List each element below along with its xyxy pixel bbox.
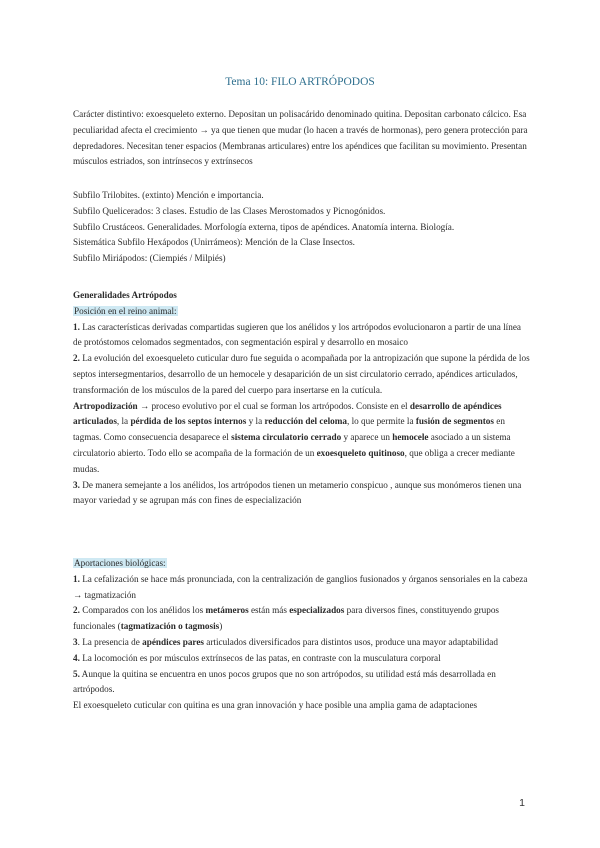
paragraph-text: y la: [246, 416, 265, 427]
paragraph-text: asociado a un sistema circulatorio abierto. Todo ello se acompaña de la formación de un: [73, 432, 511, 458]
paragraph-text: La cefalización se hace más pronunciada, con la centralización de ganglios fusionados y órganos sensoriales en la cabeza → tagmatización: [73, 573, 528, 600]
numbered-paragraph: [73, 603, 531, 635]
paragraph-text: , que obliga a crecer mediante mudas.: [73, 447, 515, 474]
bold-term: sistema circulatorio cerrado: [231, 432, 342, 443]
bold-term: especializados: [289, 605, 345, 616]
aportaciones-section: [73, 556, 531, 714]
highlighted-subheading: Aportaciones biológicas:: [74, 558, 166, 568]
paragraph-text: La evolución del exoesqueleto cuticular duro fue seguida o acompañada por la antropización que supone la pérdida de los septos intersegmentarios, desarrollo de un hemocele y desaparición de un sist circulatorio cerrado, apéndices articulados, transformación de los músculos de la pared del cuerpo para insertarse en la cutícula.: [73, 353, 530, 395]
document-title: Tema 10: FILO ARTRÓPODOS: [225, 76, 375, 88]
item-number: 1.: [73, 321, 80, 332]
subfilo-item: Subfilo Miriápodos: (Ciempiés / Milpiés): [73, 253, 226, 264]
numbered-paragraph: [73, 651, 531, 667]
item-number: 2.: [73, 605, 80, 616]
paragraph-text: y aparece un: [341, 432, 393, 443]
paragraph-text: ): [219, 621, 223, 632]
subfilo-item: Sistemática Subfilo Hexápodos (Unirrámeos): Mención de la Clase Insectos.: [73, 237, 355, 248]
paragraph-text: → proceso evolutivo por el cual se forman los artrópodos. Consiste en el: [137, 400, 410, 411]
paragraph-text: están más: [248, 605, 290, 616]
paragraph-text: . La presencia de: [77, 636, 143, 647]
paragraph-text: Las características derivadas compartidas sugieren que los anélidos y los artrópodos evolucionaron a partir de una línea de protóstomos celomados segmentados, con segmentación espiral y desarrollo en mosaico: [73, 321, 521, 348]
section-subheading: [73, 556, 531, 572]
bold-term: apéndices pares: [142, 636, 204, 647]
item-number: 3.: [73, 479, 80, 490]
section-heading: Generalidades Artrópodos: [73, 290, 177, 300]
item-number: 3: [73, 636, 78, 647]
paragraph-text: La locomoción es por músculos extrínsecos de las patas, en contraste con la musculatura corporal: [79, 652, 441, 663]
intro-paragraph: Carácter distintivo: exoesqueleto externo. Depositan un polisacárido denominado quitina. Depositan carbonato cálcico. Esa peculiaridad afecta el crecimiento → ya que tienen que mudar (lo hacen a través de hormonas), pero genera protección para depredadores. Necesitan tener espacios (Membranas articulares) entre los apéndices que facilitan su movimiento. Presentan músculos estriados, son intrínsecos y extrínsecos: [73, 109, 528, 167]
bold-term: exoesqueleto quitinoso: [316, 447, 405, 458]
bold-term: hemocele: [392, 432, 429, 443]
numbered-paragraph: [73, 351, 531, 398]
section-subheading: [73, 304, 531, 320]
numbered-paragraph: [73, 635, 531, 651]
bold-term: desarrollo de apéndices articulados: [73, 400, 502, 427]
item-number: 5.: [73, 668, 80, 679]
intro-section: [73, 107, 531, 170]
item-number: 2.: [73, 353, 80, 364]
highlighted-subheading: Posición en el reino animal:: [74, 305, 177, 316]
paragraph-text: en tagmas. Como consecuencia desaparece el: [73, 416, 505, 443]
numbered-paragraph: [73, 478, 531, 510]
bold-term: metámeros: [205, 605, 249, 616]
item-number: 4.: [73, 652, 80, 663]
bold-term: Artropodización: [73, 400, 138, 411]
subfilo-list: [73, 188, 531, 267]
numbered-paragraph: [73, 667, 531, 699]
paragraph-text: articulados diversificados para distintos usos, produce una mayor adaptabilidad: [204, 636, 498, 647]
subfilo-item: Subfilo Trilobites. (extinto) Mención e importancia.: [73, 190, 264, 200]
paragraph-text: Aunque la quitina se encuentra en unos pocos grupos que no son artrópodos, su utilidad está más desarrollada en artrópodos.: [73, 668, 496, 695]
bold-term: fusión de segmentos: [415, 416, 494, 427]
paragraph-text: , lo que permite la: [346, 416, 416, 427]
bold-term: pérdida de los septos internos: [130, 416, 247, 427]
generalidades-section: [73, 288, 531, 509]
subfilo-item: Subfilo Quelicerados: 3 clases. Estudio de las Clases Merostomados y Picnogónidos.: [73, 205, 386, 216]
bold-term: reducción del celoma: [264, 416, 347, 427]
paragraph-text: De manera semejante a los anélidos, los artrópodos tienen un metamerio conspicuo , aunque sus monómeros tienen una mayor variedad y se agrupan más con fines de especialización: [73, 479, 522, 506]
page-number: 1: [519, 797, 525, 809]
paragraph-text: Comparados con los anélidos los: [79, 605, 206, 616]
item-number: 1.: [73, 573, 80, 584]
numbered-paragraph: [73, 572, 531, 604]
closing-paragraph: El exoesqueleto cuticular con quitina es una gran innovación y hace posible una amplia gama de adaptaciones: [73, 700, 478, 711]
subfilo-item: Subfilo Crustáceos. Generalidades. Morfología externa, tipos de apéndices. Anatomía interna. Biología.: [73, 221, 455, 232]
paragraph-text: para diversos fines, constituyendo grupos funcionales (: [73, 605, 499, 632]
artropodizacion-paragraph: [73, 399, 531, 478]
numbered-paragraph: [73, 320, 531, 352]
paragraph-text: , la: [116, 416, 131, 427]
bold-term: tagmatización o tagmosis: [120, 621, 220, 632]
